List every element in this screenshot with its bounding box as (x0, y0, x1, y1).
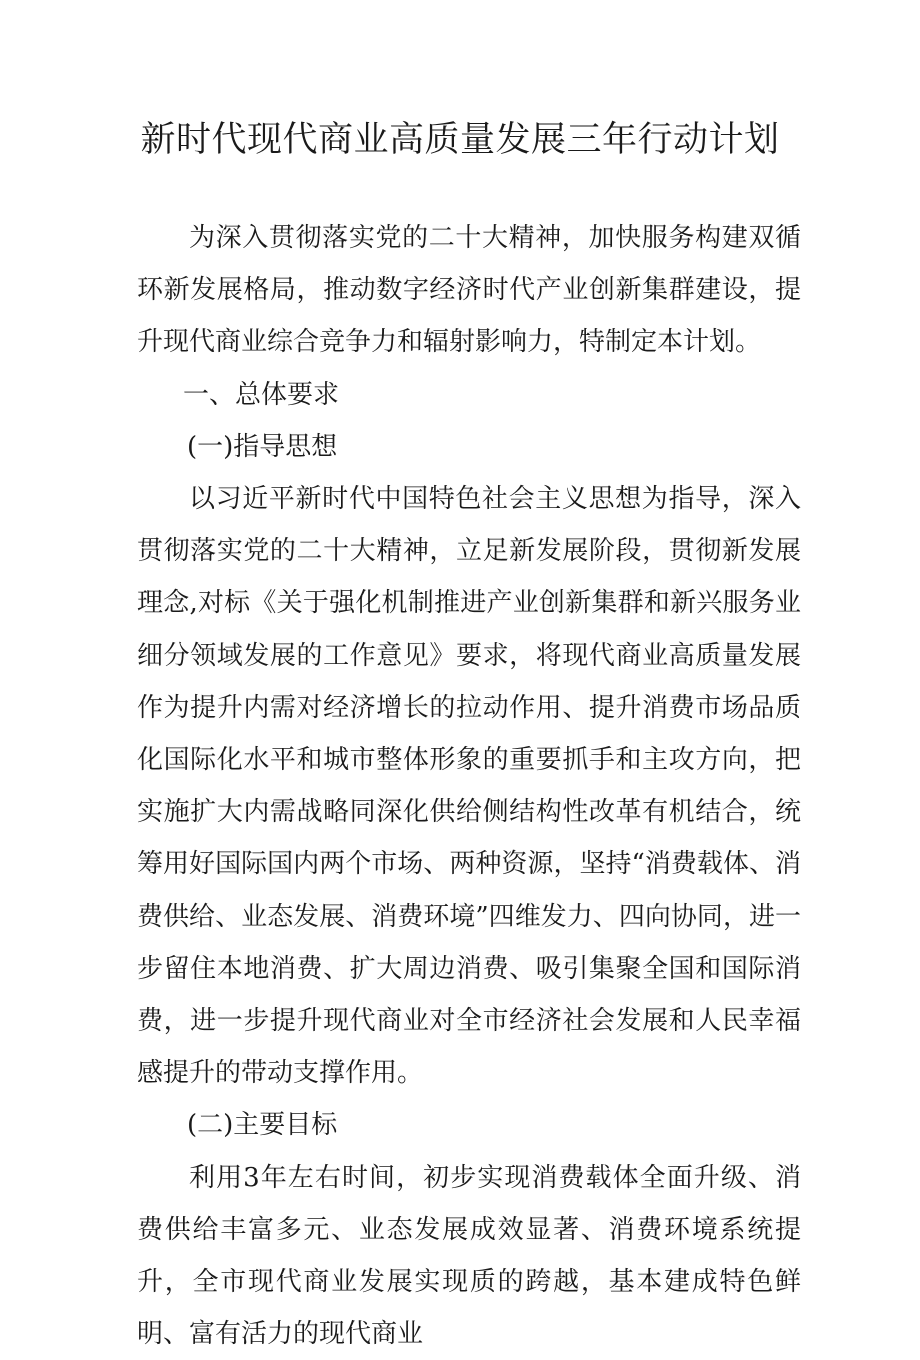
document-body (137, 212, 801, 1360)
intro-paragraph: 为深入贯彻落实党的二十大精神，加快服务构建双循环新发展格局，推动数字经济时代产业创新集群建设，提升现代商业综合竞争力和辐射影响力，特制定本计划。 (137, 223, 801, 358)
section-heading-general-requirements: 一、总体要求 (183, 379, 340, 410)
main-goals-paragraph: 利用3年左右时间，初步实现消费载体全面升级、消费供给丰富多元、业态发展成效显著、消费环境系统提升，全市现代商业发展实现质的跨越，基本建成特色鲜明、富有活力的现代商业 (137, 1162, 801, 1350)
subsection-heading-main-goals: (二)主要目标 (187, 1110, 338, 1141)
guiding-ideology-paragraph: 以习近平新时代中国特色社会主义思想为指导，深入贯彻落实党的二十大精神，立足新发展阶段，贯彻新发展理念,对标《关于强化机制推进产业创新集群和新兴服务业细分领域发展的工作意见》要求，将现代商业高质量发展作为提升内需对经济增长的拉动作用、提升消费市场品质化国际化水平和城市整体形象的重要抓手和主攻方向，把实施扩大内需战略同深化供给侧结构性改革有机结合，统筹用好国际国内两个市场、两种资源，坚持“消费载体、消费供给、业态发展、消费环境”四维发力、四向协同，进一步留住本地消费、扩大周边消费、吸引集聚全国和国际消费，进一步提升现代商业对全市经济社会发展和人民幸福感提升的带动支撑作用。 (137, 484, 801, 1089)
subsection-heading-guiding-ideology: (一)指导思想 (187, 431, 338, 462)
document-title: 新时代现代商业高质量发展三年行动计划 (140, 120, 780, 160)
